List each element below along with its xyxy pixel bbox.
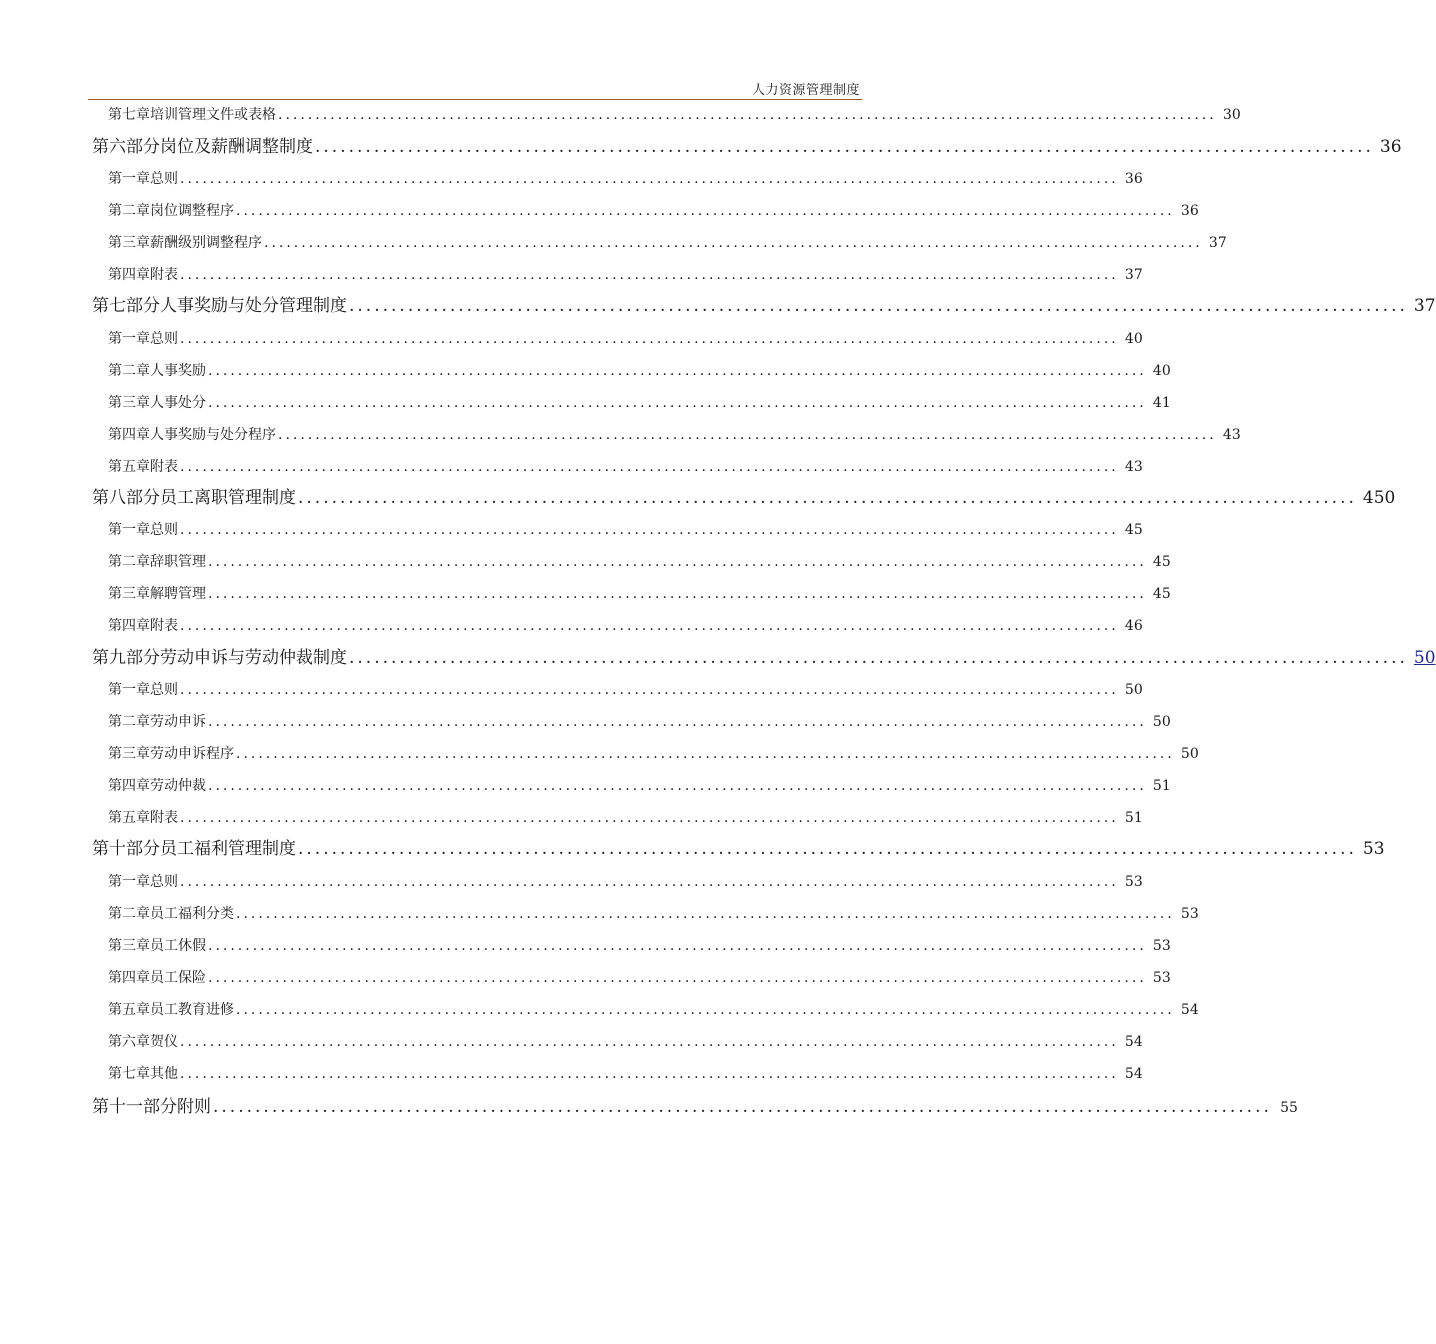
toc-entry-page: 36	[1180, 203, 1199, 219]
toc-entry-page: 36	[1124, 171, 1143, 187]
toc-entry-page: 54	[1124, 1034, 1143, 1050]
toc-entry-page-link[interactable]: 50	[1413, 648, 1436, 668]
toc-entry-title: 总则	[150, 331, 178, 347]
toc-entry-chapter[interactable]	[108, 328, 1143, 348]
toc-entry-number: 第五章	[108, 1002, 150, 1018]
toc-entry-page: 37	[1208, 235, 1227, 251]
toc-entry-chapter[interactable]	[108, 392, 1171, 412]
toc-entry-title: 岗位调整程序	[150, 203, 234, 219]
toc-entry-page: 37	[1124, 267, 1143, 283]
toc-dot-leader: ..............................................................................................................................	[236, 906, 1175, 922]
toc-entry-number: 第七部分	[92, 296, 160, 316]
toc-entry-number: 第一章	[108, 331, 150, 347]
toc-entry-title: 人事奖励	[150, 363, 206, 379]
toc-entry-title: 劳动申诉与劳动仲裁制度	[160, 648, 347, 668]
toc-entry-number: 第十部分	[92, 839, 160, 859]
toc-entry-title: 附则	[177, 1097, 211, 1117]
toc-dot-leader: ..............................................................................................................................	[180, 459, 1119, 475]
toc-entry-number: 第四章	[108, 427, 150, 443]
toc-entry-part[interactable]	[92, 291, 1436, 316]
toc-entry-number: 第四章	[108, 618, 150, 634]
toc-entry-page: 54	[1180, 1002, 1199, 1018]
toc-entry-title: 总则	[150, 522, 178, 538]
toc-entry-chapter[interactable]	[108, 1031, 1143, 1051]
toc-entry-page: 54	[1124, 1066, 1143, 1082]
toc-entry-title: 岗位及薪酬调整制度	[160, 137, 313, 157]
toc-entry-chapter[interactable]	[108, 807, 1143, 827]
toc-entry-title: 附表	[150, 267, 178, 283]
toc-entry-chapter[interactable]	[108, 679, 1143, 699]
toc-entry-chapter[interactable]	[108, 424, 1241, 444]
toc-dot-leader: ..............................................................................................................................	[236, 1002, 1175, 1018]
toc-entry-page: 50	[1152, 714, 1171, 730]
running-header-title: 人力资源管理制度	[751, 83, 860, 98]
toc-entry-page: 46	[1124, 618, 1143, 634]
toc-dot-leader: ..............................................................................................................................	[236, 203, 1175, 219]
toc-entry-title: 培训管理文件或表格	[150, 107, 276, 123]
toc-entry-page: 51	[1124, 810, 1143, 826]
toc-entry-number: 第二章	[108, 363, 150, 379]
toc-entry-number: 第二章	[108, 714, 150, 730]
toc-dot-leader: ..............................................................................................................................	[208, 778, 1147, 794]
toc-dot-leader: ..............................................................................................................................	[278, 427, 1217, 443]
toc-entry-chapter[interactable]	[108, 264, 1143, 284]
toc-entry-number: 第五章	[108, 810, 150, 826]
toc-dot-leader: ..............................................................................................................................	[349, 296, 1408, 316]
toc-entry-part[interactable]	[92, 483, 1396, 508]
toc-entry-chapter[interactable]	[108, 775, 1171, 795]
toc-dot-leader: ..............................................................................................................................	[349, 648, 1408, 668]
toc-entry-title: 辞职管理	[150, 554, 206, 570]
toc-entry-title: 劳动申诉程序	[150, 746, 234, 762]
toc-dot-leader: ..............................................................................................................................	[278, 107, 1217, 123]
toc-entry-number: 第三章	[108, 938, 150, 954]
toc-entry-number: 第五章	[108, 459, 150, 475]
toc-dot-leader: ..............................................................................................................................	[236, 746, 1175, 762]
toc-entry-chapter[interactable]	[108, 1063, 1143, 1083]
toc-dot-leader: ..............................................................................................................................	[298, 839, 1357, 859]
toc-entry-title: 员工教育进修	[150, 1002, 234, 1018]
toc-entry-title: 劳动申诉	[150, 714, 206, 730]
toc-entry-part[interactable]	[92, 1092, 1298, 1117]
toc-entry-chapter[interactable]	[108, 999, 1199, 1019]
toc-entry-chapter[interactable]	[108, 200, 1199, 220]
toc-entry-page: 55	[1280, 1100, 1298, 1116]
toc-entry-page: 30	[1222, 107, 1241, 123]
toc-entry-number: 第六部分	[92, 137, 160, 157]
toc-entry-title: 附表	[150, 618, 178, 634]
toc-entry-number: 第二章	[108, 554, 150, 570]
toc-dot-leader: ..............................................................................................................................	[264, 235, 1203, 251]
toc-entry-number: 第三章	[108, 746, 150, 762]
toc-dot-leader: ..............................................................................................................................	[180, 1034, 1119, 1050]
toc-entry-number: 第一章	[108, 171, 150, 187]
toc-entry-title: 贺仪	[150, 1034, 178, 1050]
toc-entry-title: 员工离职管理制度	[160, 488, 296, 508]
toc-entry-part[interactable]	[92, 643, 1436, 668]
header-rule	[88, 99, 862, 100]
toc-dot-leader: ..............................................................................................................................	[208, 970, 1147, 986]
toc-entry-chapter[interactable]	[108, 967, 1171, 987]
toc-entry-part[interactable]	[92, 834, 1385, 859]
toc-entry-number: 第十一部分	[92, 1097, 177, 1117]
toc-dot-leader: ..............................................................................................................................	[180, 682, 1119, 698]
toc-entry-chapter[interactable]	[108, 903, 1199, 923]
toc-entry-chapter[interactable]	[108, 551, 1171, 571]
toc-entry-page: 45	[1152, 554, 1171, 570]
toc-entry-chapter[interactable]	[108, 168, 1143, 188]
toc-entry-page: 53	[1152, 938, 1171, 954]
toc-entry-page: 50	[1124, 682, 1143, 698]
toc-entry-page: 53	[1362, 839, 1385, 859]
toc-entry-page: 43	[1124, 459, 1143, 475]
toc-entry-title: 附表	[150, 459, 178, 475]
toc-entry-page: 51	[1152, 778, 1171, 794]
toc-dot-leader: ..............................................................................................................................	[315, 137, 1374, 157]
toc-entry-chapter[interactable]	[108, 615, 1143, 635]
toc-entry-number: 第二章	[108, 203, 150, 219]
toc-entry-page: 50	[1180, 746, 1199, 762]
toc-entry-number: 第二章	[108, 906, 150, 922]
toc-entry-page: 41	[1152, 395, 1171, 411]
toc-entry-number: 第一章	[108, 874, 150, 890]
toc-dot-leader: ..............................................................................................................................	[208, 554, 1147, 570]
toc-entry-title: 人事奖励与处分管理制度	[160, 296, 347, 316]
toc-entry-number: 第七章	[108, 107, 150, 123]
toc-dot-leader: ..............................................................................................................................	[213, 1097, 1272, 1117]
toc-entry-title: 员工福利分类	[150, 906, 234, 922]
toc-dot-leader: ..............................................................................................................................	[180, 874, 1119, 890]
toc-dot-leader: ..............................................................................................................................	[180, 171, 1119, 187]
toc-entry-chapter[interactable]	[108, 583, 1171, 603]
toc-entry-page: 43	[1222, 427, 1241, 443]
toc-entry-page: 45	[1152, 586, 1171, 602]
toc-entry-title: 人事处分	[150, 395, 206, 411]
toc-entry-title: 总则	[150, 171, 178, 187]
toc-entry-number: 第八部分	[92, 488, 160, 508]
toc-dot-leader: ..............................................................................................................................	[208, 586, 1147, 602]
toc-entry-title: 附表	[150, 810, 178, 826]
toc-entry-chapter[interactable]	[108, 104, 1241, 124]
toc-entry-title: 解聘管理	[150, 586, 206, 602]
toc-entry-chapter[interactable]	[108, 711, 1171, 731]
toc-entry-chapter[interactable]	[108, 456, 1143, 476]
toc-dot-leader: ..............................................................................................................................	[208, 395, 1147, 411]
toc-dot-leader: ..............................................................................................................................	[180, 331, 1119, 347]
toc-dot-leader: ..............................................................................................................................	[180, 618, 1119, 634]
toc-entry-page: 37	[1413, 296, 1436, 316]
toc-entry-number: 第一章	[108, 522, 150, 538]
toc-dot-leader: ..............................................................................................................................	[208, 714, 1147, 730]
toc-dot-leader: ..............................................................................................................................	[180, 267, 1119, 283]
toc-entry-chapter[interactable]	[108, 871, 1143, 891]
toc-entry-title: 其他	[150, 1066, 178, 1082]
toc-entry-page: 45	[1124, 522, 1143, 538]
toc-entry-title: 总则	[150, 682, 178, 698]
toc-dot-leader: ..............................................................................................................................	[298, 488, 1357, 508]
toc-entry-title: 总则	[150, 874, 178, 890]
toc-entry-title: 劳动仲裁	[150, 778, 206, 794]
toc-entry-title: 薪酬级别调整程序	[150, 235, 262, 251]
toc-entry-number: 第七章	[108, 1066, 150, 1082]
toc-dot-leader: ..............................................................................................................................	[180, 810, 1119, 826]
toc-entry-title: 人事奖励与处分程序	[150, 427, 276, 443]
toc-dot-leader: ..............................................................................................................................	[208, 938, 1147, 954]
toc-entry-page: 53	[1180, 906, 1199, 922]
toc-dot-leader: ..............................................................................................................................	[180, 1066, 1119, 1082]
toc-entry-title: 员工休假	[150, 938, 206, 954]
toc-entry-page: 53	[1152, 970, 1171, 986]
toc-entry-number: 第三章	[108, 586, 150, 602]
toc-entry-chapter[interactable]	[108, 360, 1171, 380]
toc-entry-page: 450	[1362, 488, 1396, 508]
toc-entry-page: 53	[1124, 874, 1143, 890]
toc-entry-chapter[interactable]	[108, 519, 1143, 539]
toc-entry-number: 第三章	[108, 395, 150, 411]
toc-entry-part[interactable]	[92, 132, 1402, 157]
toc-entry-title: 员工福利管理制度	[160, 839, 296, 859]
toc-entry-number: 第九部分	[92, 648, 160, 668]
toc-entry-page: 36	[1379, 137, 1402, 157]
toc-dot-leader: ..............................................................................................................................	[208, 363, 1147, 379]
toc-entry-page: 40	[1124, 331, 1143, 347]
toc-entry-number: 第四章	[108, 267, 150, 283]
toc-entry-chapter[interactable]	[108, 232, 1227, 252]
toc-entry-number: 第四章	[108, 778, 150, 794]
toc-entry-number: 第三章	[108, 235, 150, 251]
toc-entry-title: 员工保险	[150, 970, 206, 986]
toc-entry-chapter[interactable]	[108, 935, 1171, 955]
toc-entry-page: 40	[1152, 363, 1171, 379]
toc-entry-number: 第六章	[108, 1034, 150, 1050]
toc-entry-chapter[interactable]	[108, 743, 1199, 763]
toc-entry-number: 第一章	[108, 682, 150, 698]
toc-dot-leader: ..............................................................................................................................	[180, 522, 1119, 538]
toc-entry-number: 第四章	[108, 970, 150, 986]
